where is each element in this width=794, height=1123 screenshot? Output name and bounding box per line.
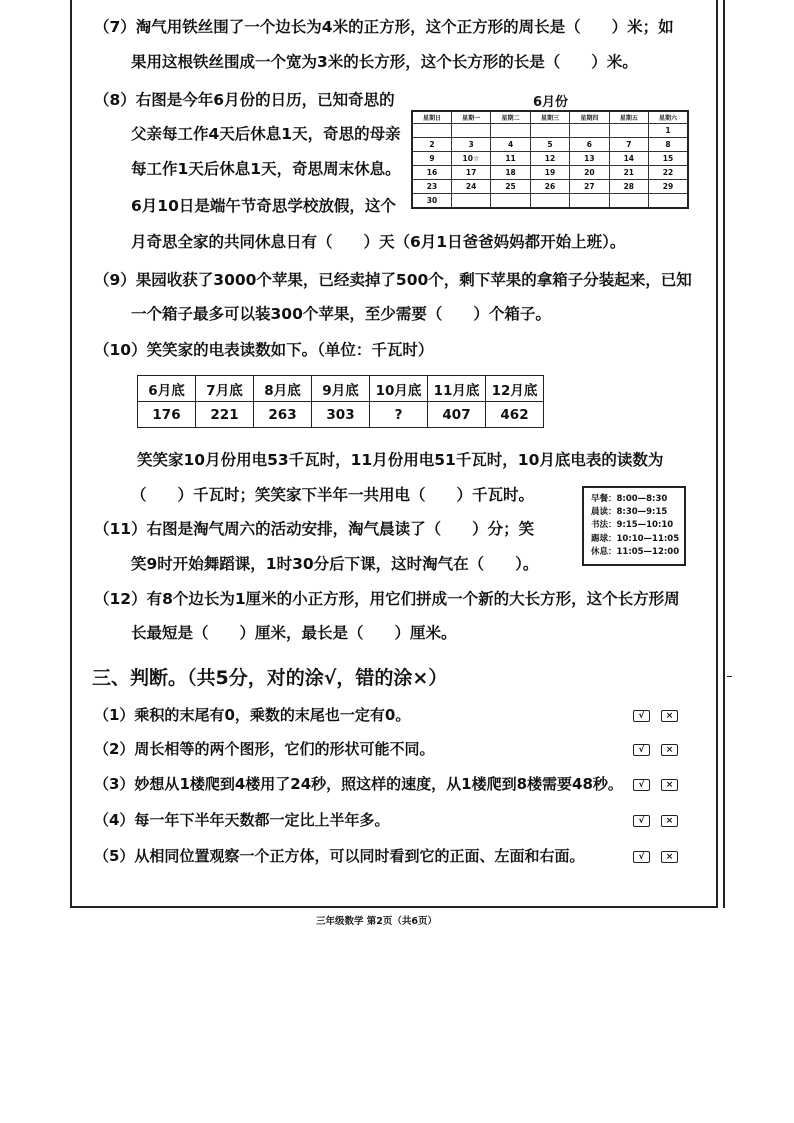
cal-cell: 18 [491, 166, 530, 180]
cal-cell: 3 [451, 138, 490, 152]
false-checkbox[interactable]: × [661, 815, 678, 827]
cal-cell: 15 [649, 152, 688, 166]
judge-item-3: （3）妙想从1楼爬到4楼用了24秒，照这样的速度，从1楼爬到8楼需要48秒。 [94, 775, 623, 793]
meter-header: 11月底 [428, 376, 486, 402]
cal-cell: 8 [649, 138, 688, 152]
next-page-edge [723, 0, 725, 908]
true-checkbox[interactable]: √ [633, 744, 650, 756]
cal-cell: 9 [412, 152, 451, 166]
cal-cell: 28 [609, 180, 648, 194]
meter-value: 303 [312, 402, 370, 428]
judge-item-1: （1）乘积的末尾有0，乘数的末尾也一定有0。 [94, 706, 411, 724]
true-checkbox[interactable]: √ [633, 710, 650, 722]
cal-cell: 2 [412, 138, 451, 152]
schedule-row: 晨读：8:30—9:15 [591, 507, 668, 518]
cal-cell: 22 [649, 166, 688, 180]
cal-header: 星期日 [412, 111, 451, 124]
meter-header: 10月底 [370, 376, 428, 402]
judge-choices-1 [633, 708, 689, 722]
page-footer: 三年级数学 第2页（共6页） [316, 916, 438, 927]
cal-cell: 17 [451, 166, 490, 180]
meter-value: 176 [138, 402, 196, 428]
cal-cell: 29 [649, 180, 688, 194]
cal-cell [570, 194, 609, 209]
cal-cell: 7 [609, 138, 648, 152]
cal-cell: 6 [570, 138, 609, 152]
cal-cell [649, 194, 688, 209]
q11-line1: （11）右图是淘气周六的活动安排，淘气晨读了（ ）分；笑 [94, 520, 535, 538]
cal-header: 星期三 [530, 111, 569, 124]
section3-title: 三、判断。（共5分，对的涂√，错的涂×） [92, 667, 448, 689]
cal-cell: 23 [412, 180, 451, 194]
june-calendar [411, 110, 689, 209]
cal-cell [530, 124, 569, 138]
meter-header: 6月底 [138, 376, 196, 402]
cal-cell [609, 194, 648, 209]
q8-line1: （8）右图是今年6月份的日历，已知奇思的 [94, 91, 395, 109]
schedule-row: 踢球：10:10—11:05 [591, 533, 680, 544]
q9-line1: （9）果园收获了3000个苹果，已经卖掉了500个，剩下苹果的拿箱子分装起来，已知 [94, 271, 692, 289]
cal-header: 星期二 [491, 111, 530, 124]
false-checkbox[interactable]: × [661, 779, 678, 791]
cal-cell: 14 [609, 152, 648, 166]
cal-cell: 12 [530, 152, 569, 166]
judge-choices-2 [633, 742, 689, 756]
meter-header: 8月底 [254, 376, 312, 402]
q8-line4: 6月10日是端午节奇思学校放假，这个 [131, 197, 396, 215]
cal-cell: 26 [530, 180, 569, 194]
meter-value: 263 [254, 402, 312, 428]
cal-cell [451, 194, 490, 209]
q12-line1: （12）有8个边长为1厘米的小正方形，用它们拼成一个新的大长方形，这个长方形周 [94, 590, 680, 608]
cal-header: 星期四 [570, 111, 609, 124]
schedule-row: 休息：11:05—12:00 [591, 546, 680, 557]
judge-choices-3 [633, 777, 689, 791]
q7-line2: 果用这根铁丝围成一个宽为3米的长方形，这个长方形的长是（ ）米。 [131, 53, 638, 71]
schedule-row: 书法：9:15—10:10 [591, 520, 674, 531]
false-checkbox[interactable]: × [661, 710, 678, 722]
meter-table [137, 375, 544, 428]
q8-line2: 父亲每工作4天后休息1天，奇思的母亲 [131, 125, 401, 143]
judge-item-5: （5）从相同位置观察一个正方体，可以同时看到它的正面、左面和右面。 [94, 847, 585, 865]
q8-line5: 月奇思全家的共同休息日有（ ）天（6月1日爸爸妈妈都开始上班）。 [131, 233, 626, 251]
judge-item-2: （2）周长相等的两个图形，它们的形状可能不同。 [94, 740, 435, 758]
q12-line2: 长最短是（ ）厘米，最长是（ ）厘米。 [131, 624, 457, 642]
q11-line2: 笑9时开始舞蹈课，1时30分后下课，这时淘气在（ ）。 [131, 555, 539, 573]
cal-cell [491, 124, 530, 138]
cal-cell [412, 124, 451, 138]
cal-cell [570, 124, 609, 138]
meter-value: 407 [428, 402, 486, 428]
q9-line2: 一个箱子最多可以装300个苹果，至少需要（ ）个箱子。 [131, 305, 551, 323]
cal-cell: 24 [451, 180, 490, 194]
meter-value: 221 [196, 402, 254, 428]
calendar-title: 6月份 [533, 95, 569, 110]
meter-header: 9月底 [312, 376, 370, 402]
meter-header: 12月底 [486, 376, 544, 402]
cal-cell [491, 194, 530, 209]
q10-line2: 笑笑家10月份用电53千瓦时，11月份用电51千瓦时，10月底电表的读数为 [137, 451, 664, 469]
cal-cell: 19 [530, 166, 569, 180]
true-checkbox[interactable]: √ [633, 851, 650, 863]
margin-tick [727, 676, 732, 677]
schedule-row: 早餐：8:00—8:30 [591, 494, 668, 504]
judge-item-4: （4）每一年下半年天数都一定比上半年多。 [94, 811, 390, 829]
cal-cell: 21 [609, 166, 648, 180]
meter-value: 462 [486, 402, 544, 428]
q10-line3: （ ）千瓦时；笑笑家下半年一共用电（ ）千瓦时。 [131, 486, 535, 504]
cal-cell: 25 [491, 180, 530, 194]
cal-cell: 13 [570, 152, 609, 166]
cal-cell: 11 [491, 152, 530, 166]
meter-value: ? [370, 402, 428, 428]
judge-choices-4 [633, 813, 689, 827]
cal-cell: 16 [412, 166, 451, 180]
meter-header: 7月底 [196, 376, 254, 402]
q8-line3: 每工作1天后休息1天，奇思周末休息。 [131, 160, 401, 178]
cal-cell: 4 [491, 138, 530, 152]
cal-cell [609, 124, 648, 138]
cal-cell: 30 [412, 194, 451, 209]
false-checkbox[interactable]: × [661, 851, 678, 863]
cal-cell [451, 124, 490, 138]
true-checkbox[interactable]: √ [633, 815, 650, 827]
saturday-schedule [582, 486, 686, 566]
judge-choices-5 [633, 849, 689, 863]
q10-line1: （10）笑笑家的电表读数如下。（单位：千瓦时） [94, 341, 434, 359]
false-checkbox[interactable]: × [661, 744, 678, 756]
cal-cell: 27 [570, 180, 609, 194]
cal-cell: 20 [570, 166, 609, 180]
cal-cell [530, 194, 569, 209]
cal-header: 星期五 [609, 111, 648, 124]
cal-cell: 5 [530, 138, 569, 152]
cal-cell: 1 [649, 124, 688, 138]
true-checkbox[interactable]: √ [633, 779, 650, 791]
cal-cell: 10☆ [451, 152, 490, 166]
q7-line1: （7）淘气用铁丝围了一个边长为4米的正方形，这个正方形的周长是（ ）米；如 [94, 18, 674, 36]
cal-header: 星期六 [649, 111, 688, 124]
cal-header: 星期一 [451, 111, 490, 124]
